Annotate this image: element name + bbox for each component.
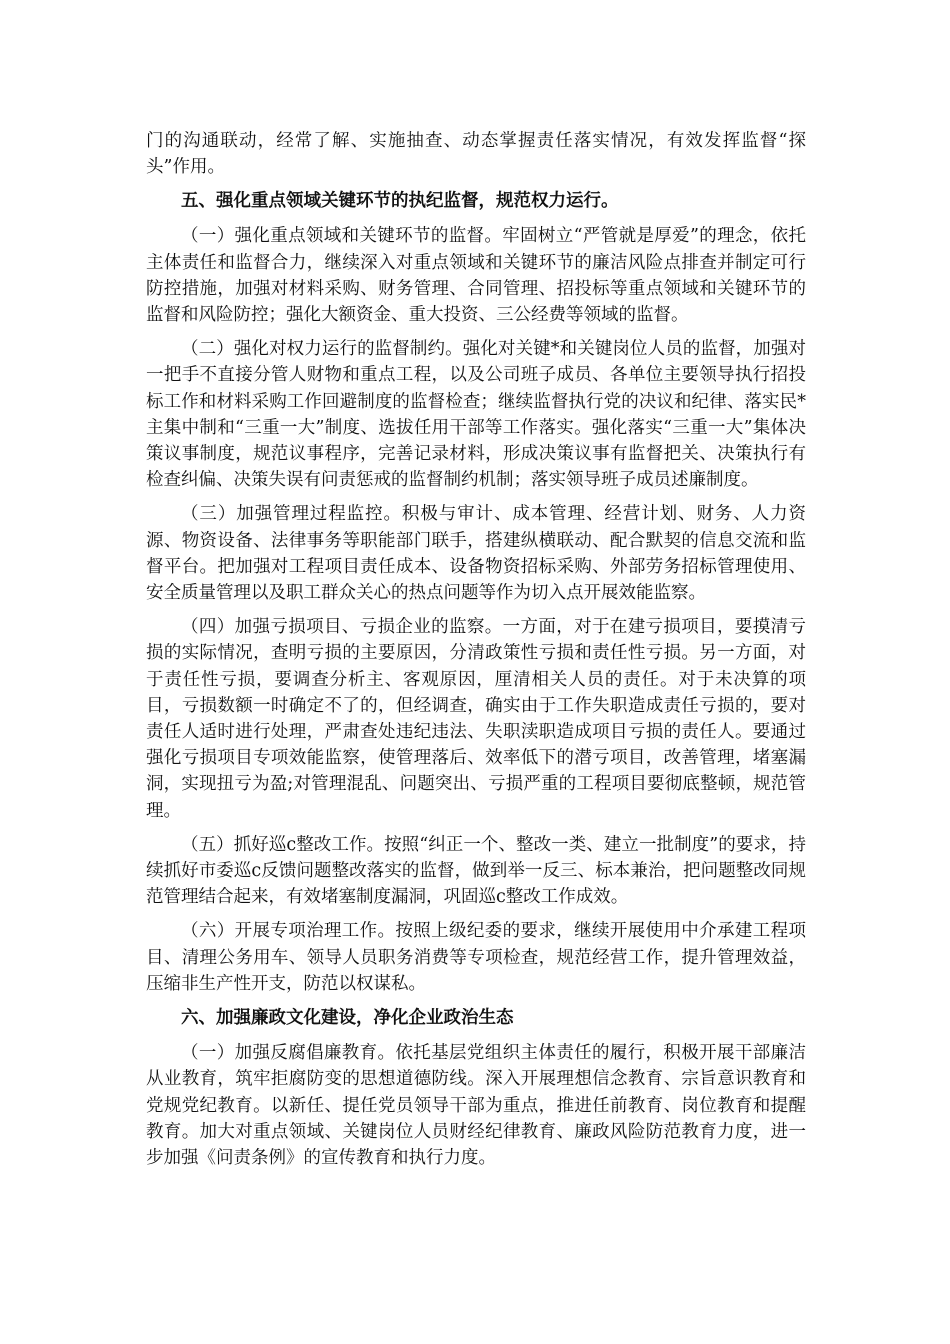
section-5-paragraph-6: （六）开展专项治理工作。按照上级纪委的要求，继续开展使用中介承建工程项目、清理公务用车、领导人员职务消费等专项检查，规范经营工作，提升管理效益，压缩非生产性开支，防范以权谋私。: [146, 921, 806, 994]
document-body: [146, 128, 806, 1179]
section-6-heading: 六、加强廉政文化建设，净化企业政治生态: [181, 1008, 514, 1029]
section-6-paragraph-1: （一）加强反腐倡廉教育。依托基层党组织主体责任的履行，积极开展干部廉洁从业教育，筑牢拒腐防变的思想道德防线。深入开展理想信念教育、宗旨意识教育和党规党纪教育。以新任、提任党员领导干部为重点，推进任前教育、岗位教育和提醒教育。加大对重点领域、关键岗位人员财经纪律教育、廉政风险防范教育力度，进一步加强《问责条例》的宣传教育和执行力度。: [146, 1043, 806, 1168]
section-5-paragraph-4: （四）加强亏损项目、亏损企业的监察。一方面，对于在建亏损项目，要摸清亏损的实际情况，查明亏损的主要原因，分清政策性亏损和责任性亏损。另一方面，对于责任性亏损，要调查分析主、客观原因，厘清相关人员的责任。对于未决算的项目，亏损数额一时确定不了的，但经调查，确实由于工作失职造成责任亏损的，要对责任人适时进行处理，严肃查处违纪违法、失职渎职造成项目亏损的责任人。要通过强化亏损项目专项效能监察，使管理落后、效率低下的潜亏项目，改善管理，堵塞漏洞，实现扭亏为盈;对管理混乱、问题突出、亏损严重的工程项目要彻底整顿，规范管理。: [146, 617, 806, 821]
section-5-heading: 五、强化重点领域关键环节的执纪监督，规范权力运行。: [181, 191, 619, 212]
continuation-paragraph: 门的沟通联动，经常了解、实施抽查、动态掌握责任落实情况，有效发挥监督“探头”作用。: [146, 131, 806, 178]
section-5-paragraph-1: （一）强化重点领域和关键环节的监督。牢固树立“严管就是厚爱”的理念，依托主体责任和监督合力，继续深入对重点领域和关键环节的廉洁风险点排查并制定可行防控措施，加强对材料采购、财务管理、合同管理、招投标等重点领域和关键环节的监督和风险防控；强化大额资金、重大投资、三公经费等领域的监督。: [146, 226, 806, 326]
section-5-paragraph-5: （五）抓好巡c整改工作。按照“纠正一个、整改一类、建立一批制度”的要求，持续抓好市委巡c反馈问题整改落实的监督，做到举一反三、标本兼治，把问题整改同规范管理结合起来，有效堵塞制度漏洞，巩固巡c整改工作成效。: [146, 834, 806, 908]
section-5-paragraph-3: （三）加强管理过程监控。积极与审计、成本管理、经营计划、财务、人力资源、物资设备、法律事务等职能部门联手，搭建纵横联动、配合默契的信息交流和监督平台。把加强对工程项目责任成本、设备物资招标采购、外部劳务招标管理使用、安全质量管理以及职工群众关心的热点问题等作为切入点开展效能监察。: [146, 504, 806, 604]
section-5-paragraph-2: （二）强化对权力运行的监督制约。强化对关键*和关键岗位人员的监督，加强对一把手不直接分管人财物和重点工程，以及公司班子成员、各单位主要领导执行招投标工作和材料采购工作回避制度的监督检查；继续监督执行党的决议和纪律、落实民*主集中制和“三重一大”制度、选拔任用干部等工作落实。强化落实“三重一大”集体决策议事制度，规范议事程序，完善记录材料，形成决策议事有监督把关、决策执行有检查纠偏、决策失误有问责惩戒的监督制约机制；落实领导班子成员述廉制度。: [146, 339, 806, 491]
